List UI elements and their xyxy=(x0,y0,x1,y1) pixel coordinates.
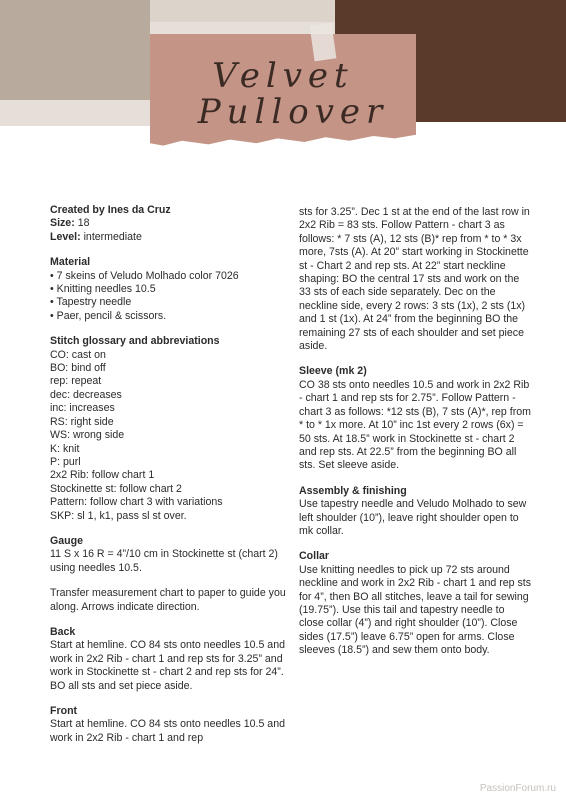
material-item: • Paer, pencil & scissors. xyxy=(50,309,167,322)
glossary-item: rep: repeat xyxy=(50,375,102,388)
glossary-item: BO: bind off xyxy=(50,362,106,375)
pattern-title xyxy=(150,58,416,130)
assembly-text: Use tapestry needle and Veludo Molhado to sew left shoulder (10”), leave right shoulder open to mk collar. xyxy=(299,498,527,537)
front-text-continued: sts for 3.25”. Dec 1 st at the end of the last row in 2x2 Rib = 83 sts. Follow Pattern - chart 3 as follows: * 7 sts (A), 12 sts (B)* rep from * to * 3x more, 7sts (A). At 20” start working in Stockinette st - Chart 2 and rep sts. At 22” start neckline shaping: BO the central 17 sts and work on the 33 sts of each side separately. Dec on the neckline side, every 2 rows: 3 sts (1x), 2 sts (1x) and 1 st (1x). At 24” from the beginning BO the remaining 27 sts of each shoulder and set piece aside. xyxy=(299,206,530,353)
collar-heading: Collar xyxy=(299,550,330,563)
glossary-item: SKP: sl 1, k1, pass sl st over. xyxy=(50,509,187,522)
front-heading: Front xyxy=(50,705,78,717)
transfer-text: Transfer measurement chart to paper to guide you along. Arrows indicate direction. xyxy=(50,587,286,613)
glossary-heading: Stitch glossary and abbreviations xyxy=(50,335,220,348)
material-item: • Tapestry needle xyxy=(50,296,132,309)
assembly-heading: Assembly & finishing xyxy=(299,484,407,497)
front-text: Start at hemline. CO 84 sts onto needles 10.5 and work in 2x2 Rib - chart 1 and rep xyxy=(50,718,285,744)
gauge-heading: Gauge xyxy=(50,534,83,547)
glossary-item: Pattern: follow chart 3 with variations xyxy=(50,496,223,509)
left-column xyxy=(50,204,290,745)
collar-text: Use knitting needles to pick up 72 sts around neckline and work in 2x2 Rib - chart 1 and rep sts for 4”, then BO all stitches, leave a tail for sewing (19.75”). Use this tail and tapestry needle to close collar (4”) and right shoulder (10”). Close sides (17.5”) leave 6.75” open for arms. Close sleeves (18.5”) and sew them onto body. xyxy=(299,563,532,657)
sleeve-text: CO 38 sts onto needles 10.5 and work in 2x2 Rib - chart 1 and rep sts for 2.75”. Follow Pattern - chart 3 as follows: *12 sts (B), 7 sts (A)*, rep from * to * 1x more. At 10” inc 1st every 2 rows (6x) = 50 sts. At 18.5” work in Stockinette st - chart 2 and rep sts. At 22.5” from the beginning BO all sts. Set sleeve aside. xyxy=(299,378,531,472)
level-value: intermediate xyxy=(83,230,142,243)
right-column xyxy=(299,206,531,658)
glossary-item: WS: wrong side xyxy=(50,429,125,442)
glossary-item: dec: decreases xyxy=(50,388,122,401)
site-watermark: PassionForum.ru xyxy=(479,783,556,794)
glossary-item: K: knit xyxy=(50,442,80,455)
spacer xyxy=(50,575,290,587)
glossary-item: 2x2 Rib: follow chart 1 xyxy=(50,469,155,482)
level-line xyxy=(50,231,290,244)
level-label: Level: xyxy=(50,230,81,243)
title-line-2: Pullover xyxy=(197,92,389,132)
glossary-item: Stockinette st: follow chart 2 xyxy=(50,482,182,495)
size-line xyxy=(50,217,290,230)
title-line-1: Velvet xyxy=(212,56,354,96)
material-item: • Knitting needles 10.5 xyxy=(50,283,156,296)
glossary-item: P: purl xyxy=(50,455,81,468)
material-heading: Material xyxy=(50,256,91,269)
sleeve-heading: Sleeve (mk 2) xyxy=(299,365,367,378)
gauge-text: 11 S x 16 R = 4”/10 cm in Stockinette st (chart 2) using needles 10.5. xyxy=(50,548,278,574)
size-value: 18 xyxy=(77,217,90,230)
back-text: Start at hemline. CO 84 sts onto needles 10.5 and work in 2x2 Rib - chart 1 and rep sts for 3.25” and work in Stockinette st - chart 2 and rep sts for 24”. BO all sts and set piece aside. xyxy=(50,639,285,692)
size-label: Size: xyxy=(50,217,75,230)
author-credit: Created by Ines da Cruz xyxy=(50,204,171,216)
glossary-item: RS: right side xyxy=(50,415,114,428)
glossary-item: inc: increases xyxy=(50,402,115,415)
back-heading: Back xyxy=(50,625,76,638)
glossary-item: CO: cast on xyxy=(50,348,106,361)
background-taupe-block xyxy=(0,0,150,100)
material-item: • 7 skeins of Veludo Molhado color 7026 xyxy=(50,269,239,282)
